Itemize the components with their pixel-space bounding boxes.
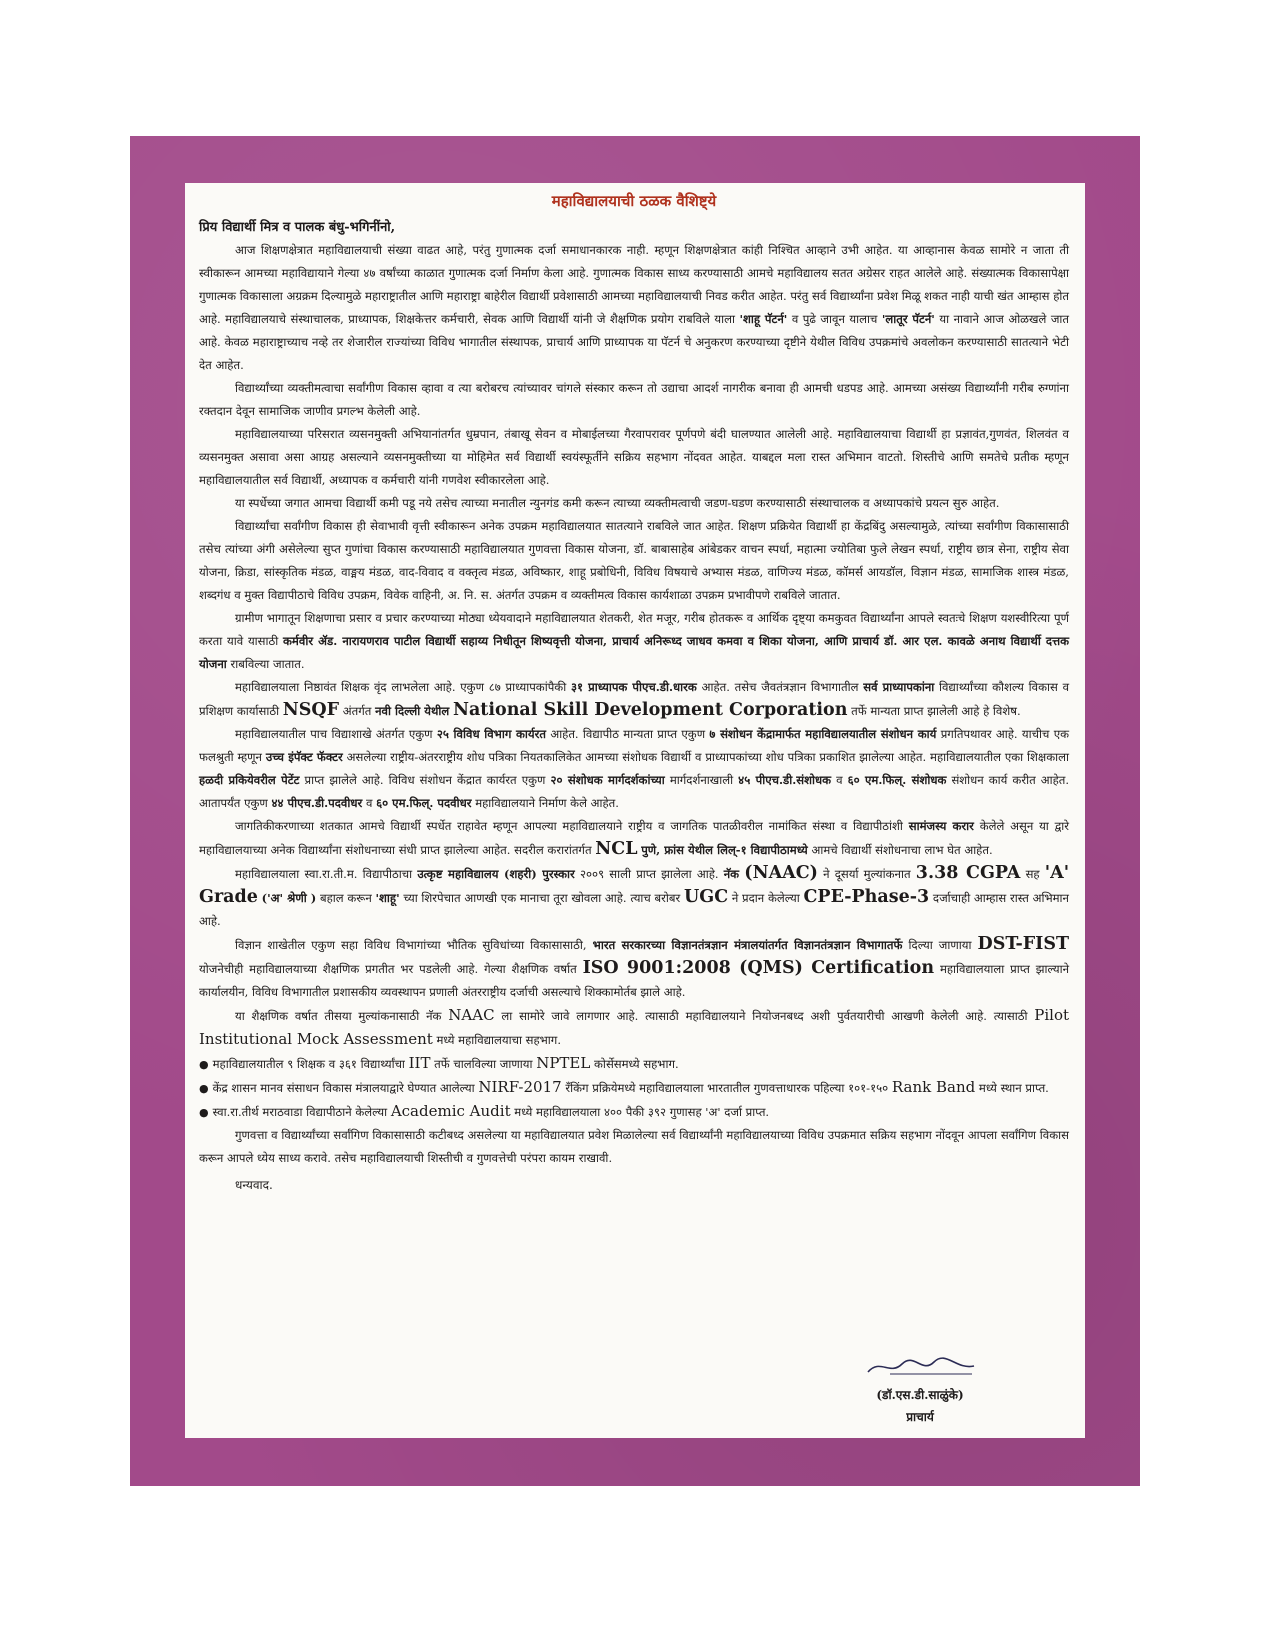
closing-thanks: धन्यवाद. bbox=[235, 1178, 273, 1192]
bullet-icon: ● bbox=[199, 1106, 209, 1119]
paragraph-8: महाविद्यालयातील पाच विद्याशाखे अंतर्गत एकुण २५ विविध विभाग कार्यरत आहेत. विद्यापीठ मान्यता प्राप्त एकुण ७ संशोधन केंद्रामार्फत महाविद्यालयातील संशोधन कार्य प्रगतिपथावर आहे. याचीच एक फलश्रुती म्हणून उच्च इंपॅक्ट फॅक्टर असलेल्या राष्ट्रीय-अंतरराष्ट्रीय शोध पत्रिका नियतकालिकेत आमच्या संशोधक विद्यार्थी व प्राध्यापकांच्या शोध पत्रिका प्रकाशित झालेल्या आहेत. महाविद्यालयातील एका शिक्षकाला हळदी प्रकियेवरील पेटेंट प्राप्त झालेले आहे. विविध संशोधन केंद्रात कार्यरत एकुण २० संशोधक मार्गदर्शकांच्या मार्गदर्शनाखाली ४५ पीएच.डी.संशोधक व ६० एम.फिल्. संशोधक संशोधन कार्य करीत आहेत. आतापर्यंत एकुण ४४ पीएच.डी.पदवीधर व ६० एम.फिल्. पदवीधर महाविद्यालयाने निर्माण केले आहेत. bbox=[199, 727, 1070, 810]
list-item: ● स्वा.रा.तीर्थ मराठवाडा विद्यापीठाने केलेल्या Academic Audit मध्ये महाविद्यालयाला ४०० पैकी ३९२ गुणासह 'अ' दर्जा प्राप्त. bbox=[199, 1102, 770, 1120]
signatory-name: (डॉ.एस.डी.साळुंके) bbox=[876, 1388, 964, 1402]
paragraph-9: जागतिकीकरणाच्या शतकात आमचे विद्यार्थी स्पर्धेत राहावेत म्हणून आपल्या महाविद्यालयाने राष्ट्रीय व जागतिक पातळीवरील नामांकित संस्था व विद्यापीठांशी सामंजस्य करार केलेले असून या द्वारे महाविद्यालयाच्या अनेक विद्यार्थ्यांना संशोधनाच्या संधी प्राप्त झालेल्या आहेत. सदरील करारांतर्गत NCL पुणे, फ्रांस येथील लिल्-१ विद्यापीठामध्ये आमचे विद्यार्थी संशोधनाचा लाभ घेत आहेत. bbox=[199, 819, 1070, 859]
paragraph-12: या शैक्षणिक वर्षात तीसया मुल्यांकनासाठी नॅक NAAC ला सामोरे जावे लागणार आहे. त्यासाठी महाविद्यालयाने नियोजनबध्द अशी पुर्वतयारीची आखणी केलेली आहे. त्यासाठी Pilot Institutional Mock Assessment मध्ये महाविद्यालयाचा सहभाग. bbox=[199, 1006, 1070, 1048]
paragraph-4: या स्पर्धेच्या जगात आमचा विद्यार्थी कमी पडू नये तसेच त्याच्या मनातील न्युनगंड कमी करून त्याच्या व्यक्तीमत्वाची जडण-घडण करण्यासाठी संस्थाचालक व अध्यापकांचे प्रयत्न सुरु आहेत. bbox=[235, 496, 1000, 510]
paragraph-7: महाविद्यालयाला निष्ठावंत शिक्षक वृंद लाभलेला आहे. एकुण ८७ प्राध्यापकांपैकी ३१ प्राध्यापक पीएच.डी.धारक आहेत. तसेच जैवतंत्रज्ञान विभागातील सर्व प्राध्यापकांना विद्यार्थ्यांच्या कौशल्य विकास व प्रशिक्षण कार्यासाठी NSQF अंतर्गत नवी दिल्ली येथील National Skill Development Corporation तर्फे मान्यता प्राप्त झालेली आहे हे विशेष. bbox=[199, 680, 1070, 720]
paragraph-11: विज्ञान शाखेतील एकुण सहा विविध विभागांच्या भौतिक सुविधांच्या विकासासाठी, भारत सरकारच्या विज्ञानतंत्रज्ञान मंत्रालयांतर्गत विज्ञानतंत्रज्ञान विभागातर्फे दिल्या जाणाया DST-FIST योजनेचीही महाविद्यालयाच्या शैक्षणिक प्रगतीत भर पडलेली आहे. गेल्या शैक्षणिक वर्षात ISO 9001:2008 (QMS) Certification महाविद्यालयाला प्राप्त झाल्याने कार्यालयीन, विविध विभागातील प्रशासकीय व्यवस्थापन प्रणाली अंतरराष्ट्रीय दर्जाची असल्याचे शिक्कामोर्तब झाले आहे. bbox=[199, 934, 1070, 999]
achievement-list bbox=[199, 1052, 1069, 1124]
salutation: प्रिय विद्यार्थी मित्र व पालक बंधु-भगिनींनो, bbox=[199, 220, 396, 235]
bullet-icon: ● bbox=[199, 1058, 209, 1071]
paragraph-5: विद्यार्थ्यांचा सर्वांगीण विकास ही सेवाभावी वृत्ती स्वीकारून अनेक उपक्रम महाविद्यालयात सातत्याने राबविले जात आहेत. शिक्षण प्रक्रियेत विद्यार्थी हा केंद्रबिंदु असल्यामुळे, त्यांच्या सर्वांगीण विकासासाठी तसेच त्यांच्या अंगी असेलेल्या सुप्त गुणांचा विकास करण्यासाठी महाविद्यालयात गुणवत्ता विकास योजना, डॉ. बाबासाहेब आंबेडकर वाचन स्पर्धा, महात्मा ज्योतिबा फुले लेखन स्पर्धा, राष्ट्रीय छात्र सेना, राष्ट्रीय सेवा योजना, क्रिडा, सांस्कृतिक मंडळ, वाङ्मय मंडळ, वाद-विवाद व वक्तृत्व मंडळ, अविष्कार, शाहू प्रबोधिनी, विविध विषयाचे अभ्यास मंडळ, वाणिज्य मंडळ, कॉमर्स आयडॉल, विज्ञान मंडळ, सामाजिक शास्त्र मंडळ, शब्दगंध व मुक्त विद्यापीठाचे विविध उपक्रम, विवेक वाहिनी, अ. नि. स. अंतर्गत उपक्रम व व्यक्तीमत्व विकास कार्यशाळा उपक्रम प्रभावीपणे राबविले जातात. bbox=[199, 519, 1069, 602]
list-item: ● केंद्र शासन मानव संसाधन विकास मंत्रालयाद्वारे घेण्यात आलेल्या NIRF-2017 रँकिंग प्रक्रियेमध्ये महाविद्यालयाला भारतातील गुणवत्ताधारक पहिल्या १०१-१५० Rank Band मध्ये स्थान प्राप्त. bbox=[199, 1078, 1049, 1096]
document-page bbox=[185, 183, 1085, 1438]
bullet-icon: ● bbox=[199, 1082, 209, 1095]
signature-icon bbox=[860, 1354, 980, 1380]
paragraph-1: आज शिक्षणक्षेत्रात महाविद्यालयाची संख्या वाढत आहे, परंतु गुणात्मक दर्जा समाधानकारक नाही. म्हणून शिक्षणक्षेत्रात कांही निश्चित आव्हाने उभी आहेत. या आव्हानास केवळ सामोरे न जाता ती स्वीकारून आमच्या महाविद्यायाने गेल्या ४७ वर्षांच्या काळात गुणात्मक दर्जा निर्माण केला आहे. गुणात्मक विकास साध्य करण्यासाठी आमचे महाविद्यालय सतत अग्रेसर राहत आलेले आहे. संख्यात्मक विकासापेक्षा गुणात्मक विकासाला अग्रक्रम दिल्यामुळे महाराष्ट्रातील आणि महाराष्ट्रा बाहेरील विद्यार्थी प्रवेशासाठी आमच्या महाविद्यालयाची निवड करीत आहेत. परंतु सर्व विद्यार्थ्यांना प्रवेश मिळू शकत नाही याची खंत आम्हास होत आहे. महाविद्यालयाचे संस्थाचालक, प्राध्यापक, शिक्षकेत्तर कर्मचारी, सेवक आणि विद्यार्थी यांनी जे शैक्षणिक प्रयोग राबविले याला 'शाहू पॅटर्न' व पुढे जावून यालाच 'लातूर पॅटर्न' या नावाने आज ओळखले जात आहे. केवळ महाराष्ट्राच्याच नव्हे तर शेजारील राज्यांच्या विविध भागातील संस्थापक, प्राचार्य आणि प्राध्यापक या पॅटर्न चे अनुकरण करण्याच्या दृष्टीने येथील विविध उपक्रमांचे अवलोकन करण्यासाठी सातत्याने भेटी देत आहेत. bbox=[199, 243, 1070, 372]
paragraph-6: ग्रामीण भागातून शिक्षणाचा प्रसार व प्रचार करण्याच्या मोठ्या ध्येयवादाने महाविद्यालयात शेतकरी, शेत मजूर, गरीब होतकरू व आर्थिक दृष्ट्या कमकुवत विद्यार्थ्यांना आपले स्वतःचे शिक्षण यशस्वीरित्या पूर्ण करता यावे यासाठी कर्मवीर ॲड. नारायणराव पाटील विद्यार्थी सहाय्य निधीतून शिष्यवृत्ती योजना, प्राचार्य अनिरूध्द जाधव कमवा व शिका योजना, आणि प्राचार्य डॉ. आर एल. कावळे अनाथ विद्यार्थी दत्तक योजना राबविल्या जातात. bbox=[199, 611, 1070, 671]
paragraph-3: महाविद्यालयाच्या परिसरात व्यसनमुक्ती अभियानांतर्गत धुम्रपान, तंबाखू सेवन व मोबाईलच्या गैरवापरावर पूर्णपणे बंदी घालण्यात आलेली आहे. महाविद्यालयाचा विद्यार्थी हा प्रज्ञावंत,गुणवंत, शिलवंत व व्यसनमुक्त असावा असा आग्रह असल्याने व्यसनमुक्तीच्या या मोहिमेत सर्व विद्यार्थी स्वयंस्फूर्तीने सक्रिय सहभाग नोंदवत आहेत. याबद्दल मला रास्त अभिमान वाटतो. शिस्तीचे आणि समतेचे प्रतीक म्हणून महाविद्यालयातील सर्व विद्यार्थी, अध्यापक व कर्मचारी यांनी गणवेश स्वीकारलेला आहे. bbox=[199, 427, 1069, 487]
signatory-role: प्राचार्य bbox=[906, 1410, 934, 1424]
magenta-frame bbox=[130, 136, 1140, 1486]
paragraph-10: महाविद्यालयाला स्वा.रा.ती.म. विद्यापीठाचा उत्कृष्ट महाविद्यालय (शहरी) पुरस्कार २००९ साली प्राप्त झालेला आहे. नॅक (NAAC) ने दूसर्या मुल्यांकनात 3.38 CGPA सह 'A' Grade ('अ' श्रेणी ) बहाल करून 'शाहू' च्या शिरपेचात आणखी एक मानाचा तूरा खोवला आहे. त्याच बरोबर UGC ने प्रदान केलेल्या CPE-Phase-3 दर्जाचाही आम्हास रास्त अभिमान आहे. bbox=[199, 863, 1070, 928]
page-title: महाविद्यालयाची ठळक वैशिष्ट्ये bbox=[551, 192, 717, 210]
paragraph-13: गुणवत्ता व विद्यार्थ्यांच्या सर्वांगिण विकासासाठी कटीबध्द असलेल्या या महाविद्यालयात प्रवेश मिळालेल्या सर्व विद्यार्थ्यांनी महाविद्यालयाच्या विविध उपक्रमात सक्रिय सहभाग नोंदवून आपला सर्वांगिण विकास करून आपले ध्येय साध्य करावे. तसेच महाविद्यालयाची शिस्तीची व गुणवत्तेची परंपरा कायम राखावी. bbox=[199, 1128, 1069, 1165]
paragraph-2: विद्यार्थ्यांच्या व्यक्तीमत्वाचा सर्वांगीण विकास व्हावा व त्या बरोबरच त्यांच्यावर चांगले संस्कार करून तो उद्याचा आदर्श नागरीक बनावा ही आमची धडपड आहे. आमच्या असंख्य विद्यार्थ्यांनी गरीब रुग्णांना रक्तदान देवून सामाजिक जाणीव प्रगल्भ केलेली आहे. bbox=[199, 381, 1069, 418]
list-item: ● महाविद्यालयातील ९ शिक्षक व ३६१ विद्यार्थ्यांचा IIT तर्फे चालविल्या जाणाया NPTEL कोर्सेसमध्ये सहभाग. bbox=[199, 1054, 679, 1072]
signature-block bbox=[845, 1354, 995, 1428]
